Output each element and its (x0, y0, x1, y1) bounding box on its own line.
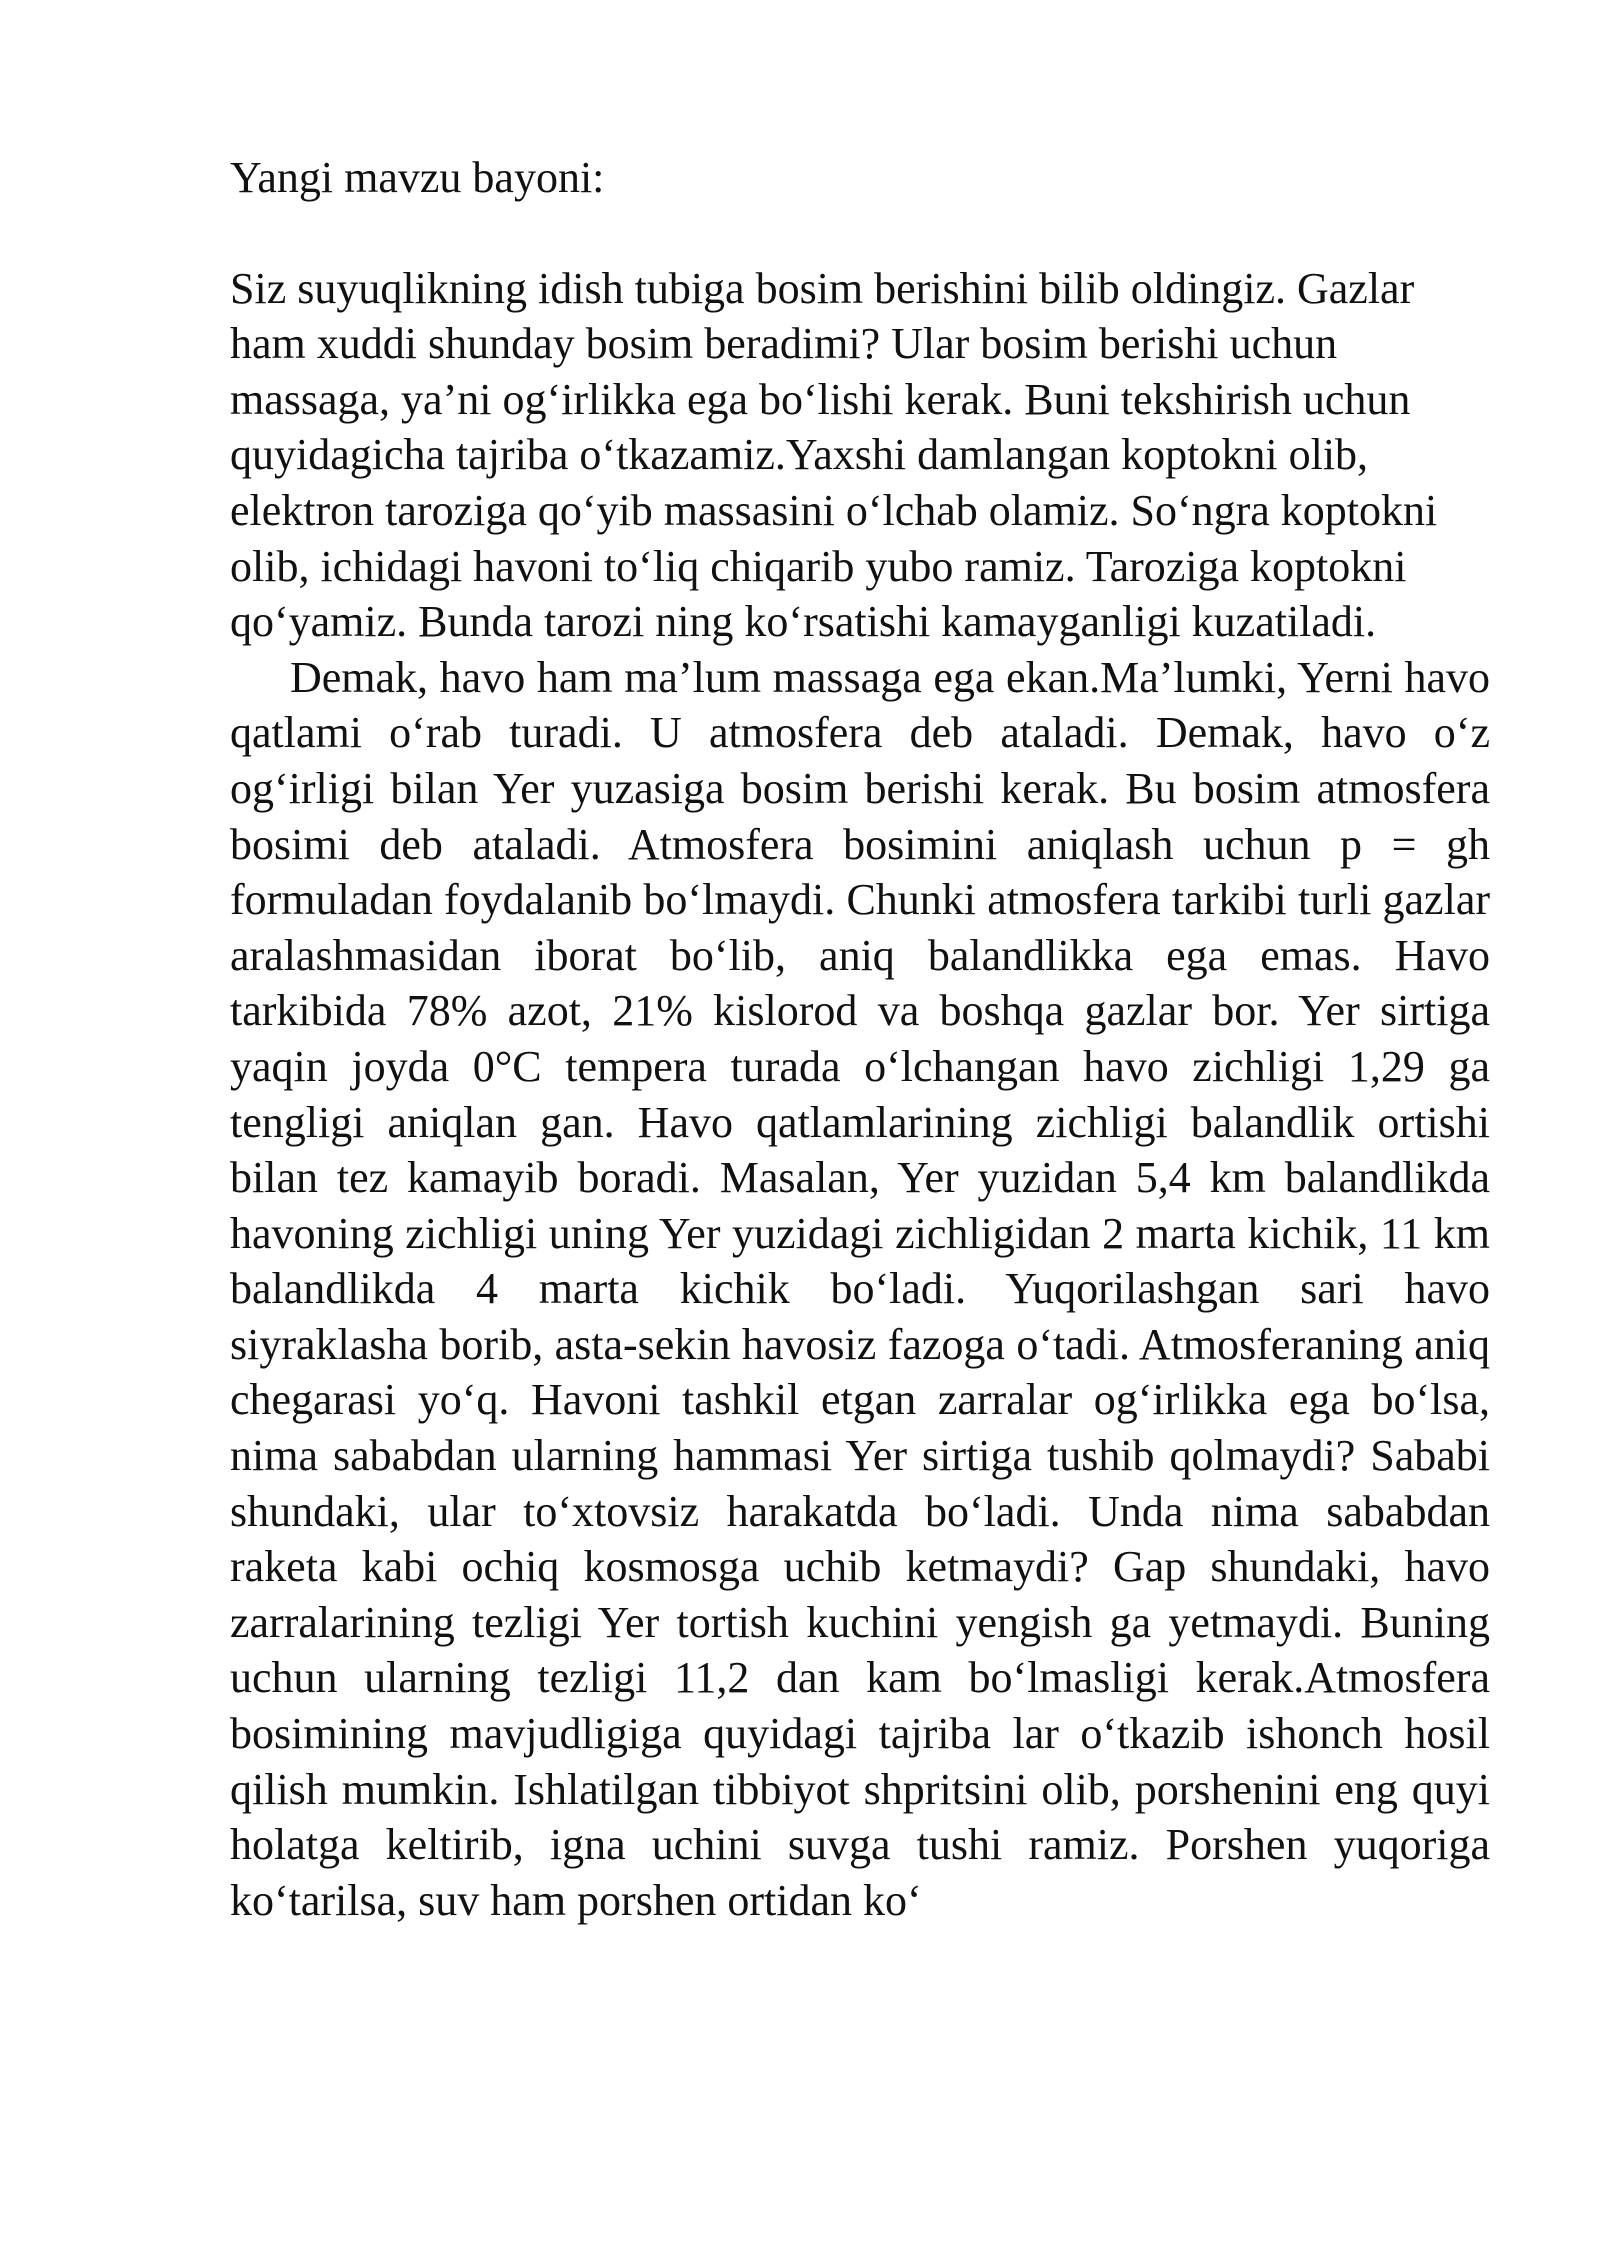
paragraph-atmosphere: Demak, havo ham ma’lum massaga ega ekan.Ma’lumki, Yerni havo qatlami o‘rab turadi. U atmosfera deb ataladi. Demak, havo o‘z og‘irligi bilan Yer yuzasiga bosim berishi kerak. Bu bosim atmosfera bosimi deb ataladi. Atmosfera bosimini aniqlash uchun p = gh formuladan foydalanib bo‘lmaydi. Chunki atmosfera tarkibi turli gazlar aralashmasidan iborat bo‘lib, aniq balandlikka ega emas. Havo tarkibida 78% azot, 21% kislorod va boshqa gazlar bor. Yer sirtiga yaqin joyda 0°C tempera turada o‘lchangan havo zichligi 1,29 ga tengligi aniqlan gan. Havo qatlamlarining zichligi balandlik ortishi bilan tez kamayib boradi. Masalan, Yer yuzidan 5,4 km balandlikda havoning zichligi uning Yer yuzidagi zichligidan 2 marta kichik, 11 km balandlikda 4 marta kichik bo‘ladi. Yuqorilashgan sari havo siyraklasha borib, asta-sekin havosiz fazoga o‘tadi. Atmosferaning aniq chegarasi yo‘q. Havoni tashkil etgan zarralar og‘irlikka ega bo‘lsa, nima sababdan ularning hammasi Yer sirtiga tushib qolmaydi? Sababi shundaki, ular to‘xtovsiz harakatda bo‘ladi. Unda nima sababdan raketa kabi ochiq kosmosga uchib ketmaydi? Gap shundaki, havo zarralarining tezligi Yer tortish kuchini yengish ga yetmaydi. Buning uchun ularning tezligi 11,2 dan kam bo‘lmasligi kerak.Atmosfera bosimining mavjudligiga quyidagi tajriba lar o‘tkazib ishonch hosil qilish mumkin. Ishlatilgan tibbiyot shpritsini olib, porshenini eng quyi holatga keltirib, igna uchini suvga tushi ramiz. Porshen yuqoriga ko‘tarilsa, suv ham porshen ortidan ko‘ (230, 652, 1490, 1925)
paragraph-intro: Siz suyuqlikning idish tubiga bosim berishini bilib oldingiz. Gazlar ham xuddi shunday bosim beradimi? Ular bosim berishi uchun massaga, ya’ni og‘irlikka ega bo‘lishi kerak. Buni tekshirish uchun quyidagicha tajriba o‘tkazamiz.Yaxshi damlangan koptokni olib, elektron taroziga qo‘yib massasini o‘lchab olamiz. So‘ngra koptokni olib, ichidagi havoni to‘liq chiqarib yubo ramiz. Taroziga koptokni qo‘yamiz. Bunda tarozi ning ko‘rsatishi kamayganligi kuzatiladi. (230, 263, 1438, 647)
section-heading: Yangi mavzu bayoni: (230, 153, 605, 202)
document-body (230, 150, 1490, 1928)
